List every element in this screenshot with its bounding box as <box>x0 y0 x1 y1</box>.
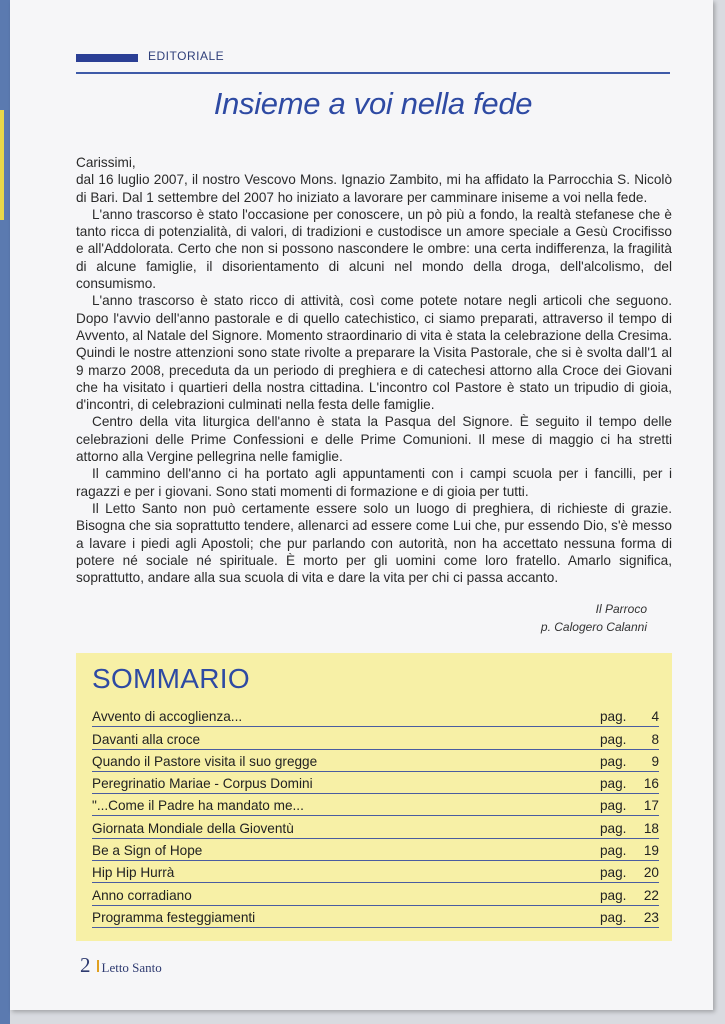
toc-item-page: 4 <box>651 709 659 725</box>
page-footer <box>80 953 162 978</box>
toc-item-page-label: pag. <box>600 753 627 769</box>
toc-item-title: Avvento di accoglienza... <box>92 709 243 725</box>
section-header-bar <box>76 54 138 62</box>
toc-item-page: 22 <box>643 887 659 903</box>
toc-item-page: 17 <box>643 798 659 814</box>
toc-item-page-label: pag. <box>600 798 627 814</box>
toc-item-page: 16 <box>643 776 659 792</box>
article-body <box>76 154 672 586</box>
footer-divider <box>97 960 99 972</box>
toc-item[interactable] <box>92 906 659 928</box>
body-paragraph: Il Letto Santo non può certamente essere solo un luogo di preghiera, di richieste di grazie. Bisogna che sia soprattutto tendere, allenarci ad essere come Lui che, pur essendo Dio, s'è messo a lavare i piedi agli Apostoli; che pur parlando con autorità, non ha accettato nessuna forma di potere né sociale né spirituale. È morto per gli uomini come loro fratello. Amarlo significa, soprattutto, andare alla sua scuola di vita e dare la vita per chi ci passa accanto. <box>76 500 672 586</box>
article-title: Insieme a voi nella fede <box>213 86 533 121</box>
toc-item[interactable] <box>92 727 659 749</box>
section-label: EDITORIALE <box>148 49 225 63</box>
toc-item-title: Be a Sign of Hope <box>92 843 203 859</box>
toc-item-page: 23 <box>643 909 659 925</box>
toc-title: SOMMARIO <box>92 663 250 694</box>
toc-item-page: 8 <box>651 731 659 747</box>
toc-item-title: Hip Hip Hurrà <box>92 865 175 881</box>
toc-item-page-label: pag. <box>600 820 627 836</box>
page-number: 2 <box>80 953 91 977</box>
toc-item-page-label: pag. <box>600 776 627 792</box>
toc-item-page-label: pag. <box>600 843 627 859</box>
toc-item-title: Davanti alla croce <box>92 731 201 747</box>
toc-item[interactable] <box>92 816 659 838</box>
toc-item-title: Programma festeggiamenti <box>92 909 256 925</box>
toc-item-page-label: pag. <box>600 731 627 747</box>
page-edge-accent <box>0 110 4 220</box>
section-header <box>76 46 670 74</box>
toc-item[interactable] <box>92 861 659 883</box>
toc-item-page: 9 <box>651 753 659 769</box>
toc-item[interactable] <box>92 794 659 816</box>
toc-item-title: Anno corradiano <box>92 887 192 903</box>
toc-item[interactable] <box>92 883 659 905</box>
publication-name: Letto Santo <box>101 960 162 975</box>
body-paragraph: L'anno trascorso è stato l'occasione per conoscere, un pò più a fondo, la realtà stefanese che è tanto ricca di potenzialità, di valori, di tradizioni e custodisce un amore speciale a Gesù Crocifisso e all'Addolorata. Certo che non si possono nascondere le ombre: una certa indifferenza, la fragilità di alcune famiglie, il disorientamento di alcuni nel mondo della droga, dell'alcolismo, del consumismo. <box>76 206 672 292</box>
body-paragraph: L'anno trascorso è stato ricco di attività, così come potete notare negli articoli che seguono. Dopo l'avvio dell'anno pastorale e di quello catechistico, ci siamo preparati, attraverso il tempo di Avvento, al Natale del Signore. Momento straordinario di vita è stata la celebrazione della Cresima. Quindi le nostre attenzioni sono state rivolte a preparare la Visita Pastorale, che si è svolta dall'1 al 9 marzo 2008, preceduta da un periodo di preghiera e di catechesi attorno alla Croce dei Giovani che ha visitato i quartieri della nostra cittadina. L'incontro col Pastore è stato un tripudio di gioia, d'incontri, di celebrazioni culminati nella festa delle famiglie. <box>76 293 672 413</box>
body-paragraph: dal 16 luglio 2007, il nostro Vescovo Mons. Ignazio Zambito, mi ha affidato la Parrocchia S. Nicolò di Bari. Dal 1 settembre del 2007 ho iniziato a lavorare per camminare iniseme a voi nella fede. <box>76 172 672 205</box>
toc-item-page-label: pag. <box>600 709 627 725</box>
body-paragraph: Centro della vita liturgica dell'anno è stata la Pasqua del Signore. È seguito il tempo delle celebrazioni delle Prime Confessioni e delle Prime Comunioni. Il mese di maggio ci ha stretti attorno alla Vergine pellegrina nelle famiglie. <box>76 414 672 465</box>
toc-item[interactable] <box>92 839 659 861</box>
signature-role: Il Parroco <box>595 602 647 616</box>
toc-item-page-label: pag. <box>600 887 627 903</box>
magazine-page <box>10 0 713 1010</box>
toc-item-page: 20 <box>643 865 659 881</box>
toc-item-title: Quando il Pastore visita il suo gregge <box>92 753 318 769</box>
salutation: Carissimi, <box>76 155 136 170</box>
toc-item-title: Giornata Mondiale della Gioventù <box>92 820 294 836</box>
toc-item[interactable] <box>92 750 659 772</box>
toc-list <box>92 705 659 928</box>
toc-item-page-label: pag. <box>600 909 627 925</box>
toc-item[interactable] <box>92 705 659 727</box>
toc-item[interactable] <box>92 772 659 794</box>
toc-item-title: Peregrinatio Mariae - Corpus Domini <box>92 776 313 792</box>
signature <box>541 600 647 636</box>
signature-name: p. Calogero Calanni <box>540 620 647 634</box>
toc-item-page: 18 <box>643 820 659 836</box>
body-paragraph: Il cammino dell'anno ci ha portato agli appuntamenti con i campi scuola per i fancilli, per i ragazzi e per i giovani. Sono stati momenti di formazione e di gioia per tutti. <box>76 466 672 499</box>
table-of-contents <box>76 653 672 941</box>
toc-item-page-label: pag. <box>600 865 627 881</box>
toc-item-page: 19 <box>643 843 659 859</box>
toc-item-title: "...Come il Padre ha mandato me... <box>92 798 304 814</box>
